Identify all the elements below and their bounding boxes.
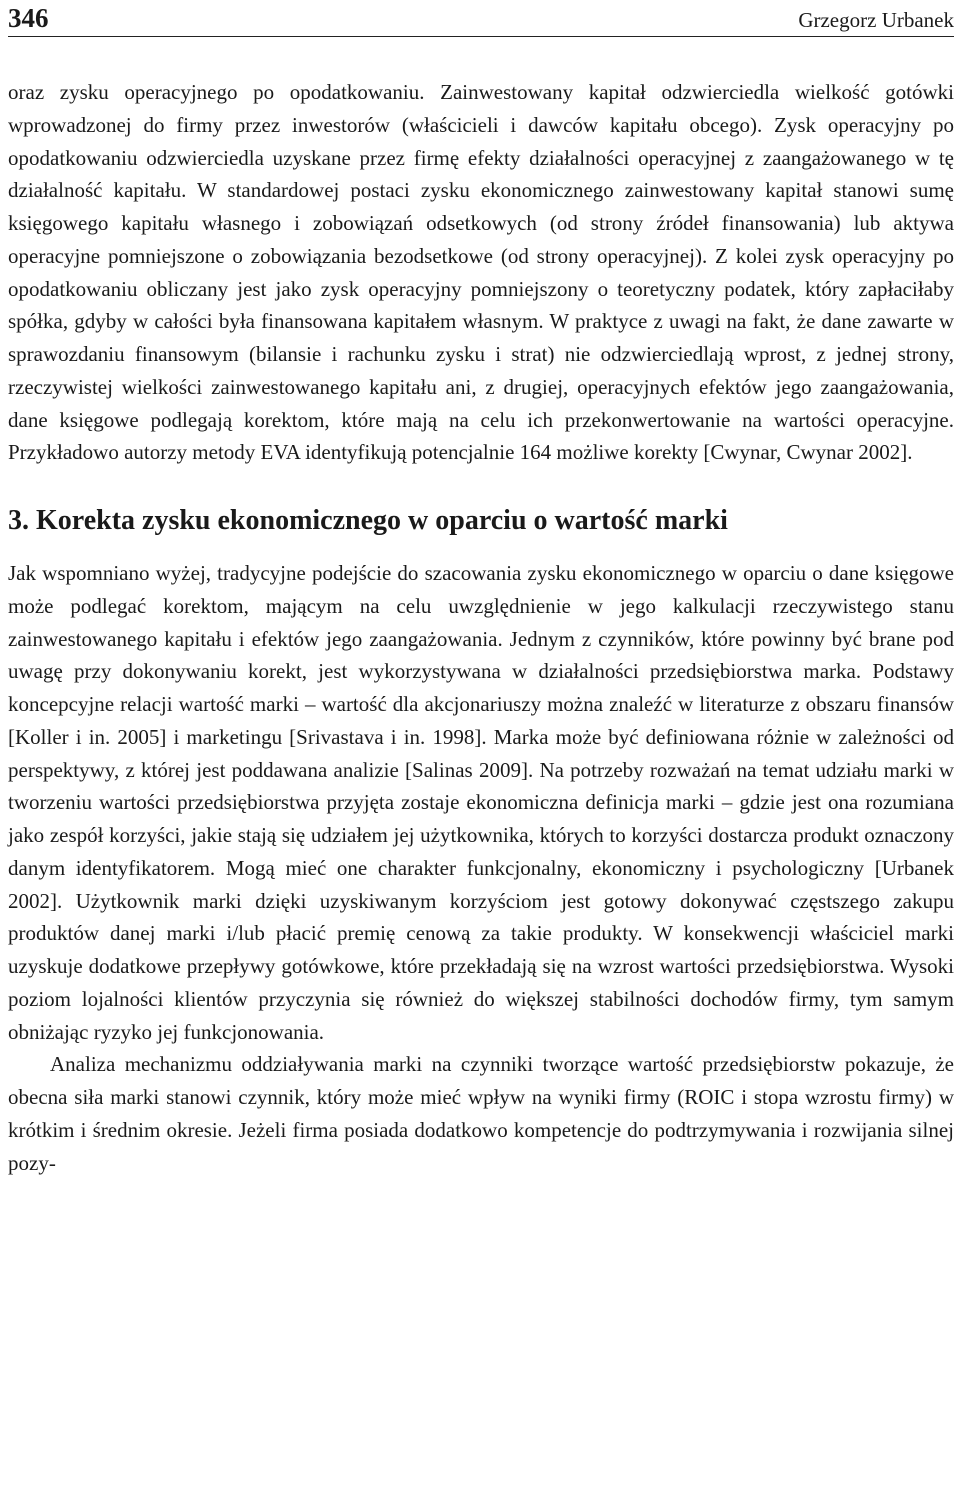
section-title: Korekta zysku ekonomicznego w oparciu o wartość marki (36, 505, 728, 536)
body-paragraph-3: Analiza mechanizmu oddziaływania marki na czynniki tworzące wartość przedsiębiorstw pokazuje, że obecna siła marki stanowi czynnik, który może mieć wpływ na wyniki firmy (ROIC i stopa wzrostu firmy) w krótkim i średnim okresie. Jeżeli firma posiada dodatkowo kompetencje do podtrzymywania i rozwijania silnej pozy- (8, 1052, 954, 1175)
document-page (8, 0, 954, 1179)
section-heading (8, 504, 954, 538)
running-header (8, 2, 954, 37)
body-paragraph-2: Jak wspomniano wyżej, tradycyjne podejście do szacowania zysku ekonomicznego w oparciu o dane księgowe może podlegać korektom, mającym na celu uwzględnienie w jego kalkulacji rzeczywistego stanu zainwestowanego kapitału i efektów jego zaangażowania. Jednym z czynników, które powinny być brane pod uwagę przy dokonywaniu korekt, jest wykorzystywana w działalności przedsiębiorstwa marka. Podstawy koncepcyjne relacji wartość marki – wartość dla akcjonariuszy można znaleźć w literaturze z obszaru finansów [Koller i in. 2005] i marketingu [Srivastava i in. 1998]. Marka może być definiowana różnie w zależności od perspektywy, z której jest poddawana analizie [Salinas 2009]. Na potrzeby rozważań na temat udziału marki w tworzeniu wartości przedsiębiorstwa przyjęta zostaje ekonomiczna definicja marki – gdzie jest ona rozumiana jako zespół korzyści, jakie stają się udziałem jej użytkownika, których to korzyści dostarcza produkt oznaczony danym identyfikatorem. Mogą mieć one charakter funkcjonalny, ekonomiczny i psychologiczny [Urbanek 2002]. Użytkownik marki dzięki uzyskiwanym korzyściom jest gotowy dokonywać częstszego zakupu produktów danej marki i/lub płacić premię cenową za takie produkty. W konsekwencji właściciel marki uzyskuje dodatkowe przepływy gotówkowe, które przekładają się na wzrost wartości przedsiębiorstwa. Wysoki poziom lojalności klientów przyczynia się również do większej stabilności dochodów firmy, tym samym obniżając ryzyko jej funkcjonowania. (8, 561, 954, 1044)
body-paragraph-1: oraz zysku operacyjnego po opodatkowaniu. Zainwestowany kapitał odzwierciedla wielkość gotówki wprowadzonej do firmy przez inwestorów (właścicieli i dawców kapitału obcego). Zysk operacyjny po opodatkowaniu odzwierciedla uzyskane przez firmę efekty działalności operacyjnej z zaangażowanego w tę działalność kapitału. W standardowej postaci zysku ekonomicznego zainwestowany kapitał stanowi sumę księgowego kapitału własnego i zobowiązań odsetkowych (od strony źródeł finansowania) lub aktywa operacyjne pomniejszone o zobowiązania bezodsetkowe (od strony operacyjnej). Z kolei zysk operacyjny po opodatkowaniu obliczany jest jako zysk operacyjny pomniejszony o teoretyczny podatek, który zapłaciłaby spółka, gdyby w całości była finansowana kapitałem własnym. W praktyce z uwagi na fakt, że dane zawarte w sprawozdaniu finansowym (bilansie i rachunku zysku i strat) nie odzwierciedlają wprost, z jednej strony, rzeczywistej wielkości zainwestowanego kapitału ani, z drugiej, operacyjnych efektów jego zaangażowania, dane księgowe podlegają korektom, które mają na celu ich przekonwertowanie na wartości operacyjne. Przykładowo autorzy metody EVA identyfikują potencjalnie 164 możliwe korekty [Cwynar, Cwynar 2002]. (8, 80, 954, 465)
section-number: 3. (8, 505, 29, 536)
page-number: 346 (8, 3, 49, 33)
running-author: Grzegorz Urbanek (798, 8, 954, 32)
